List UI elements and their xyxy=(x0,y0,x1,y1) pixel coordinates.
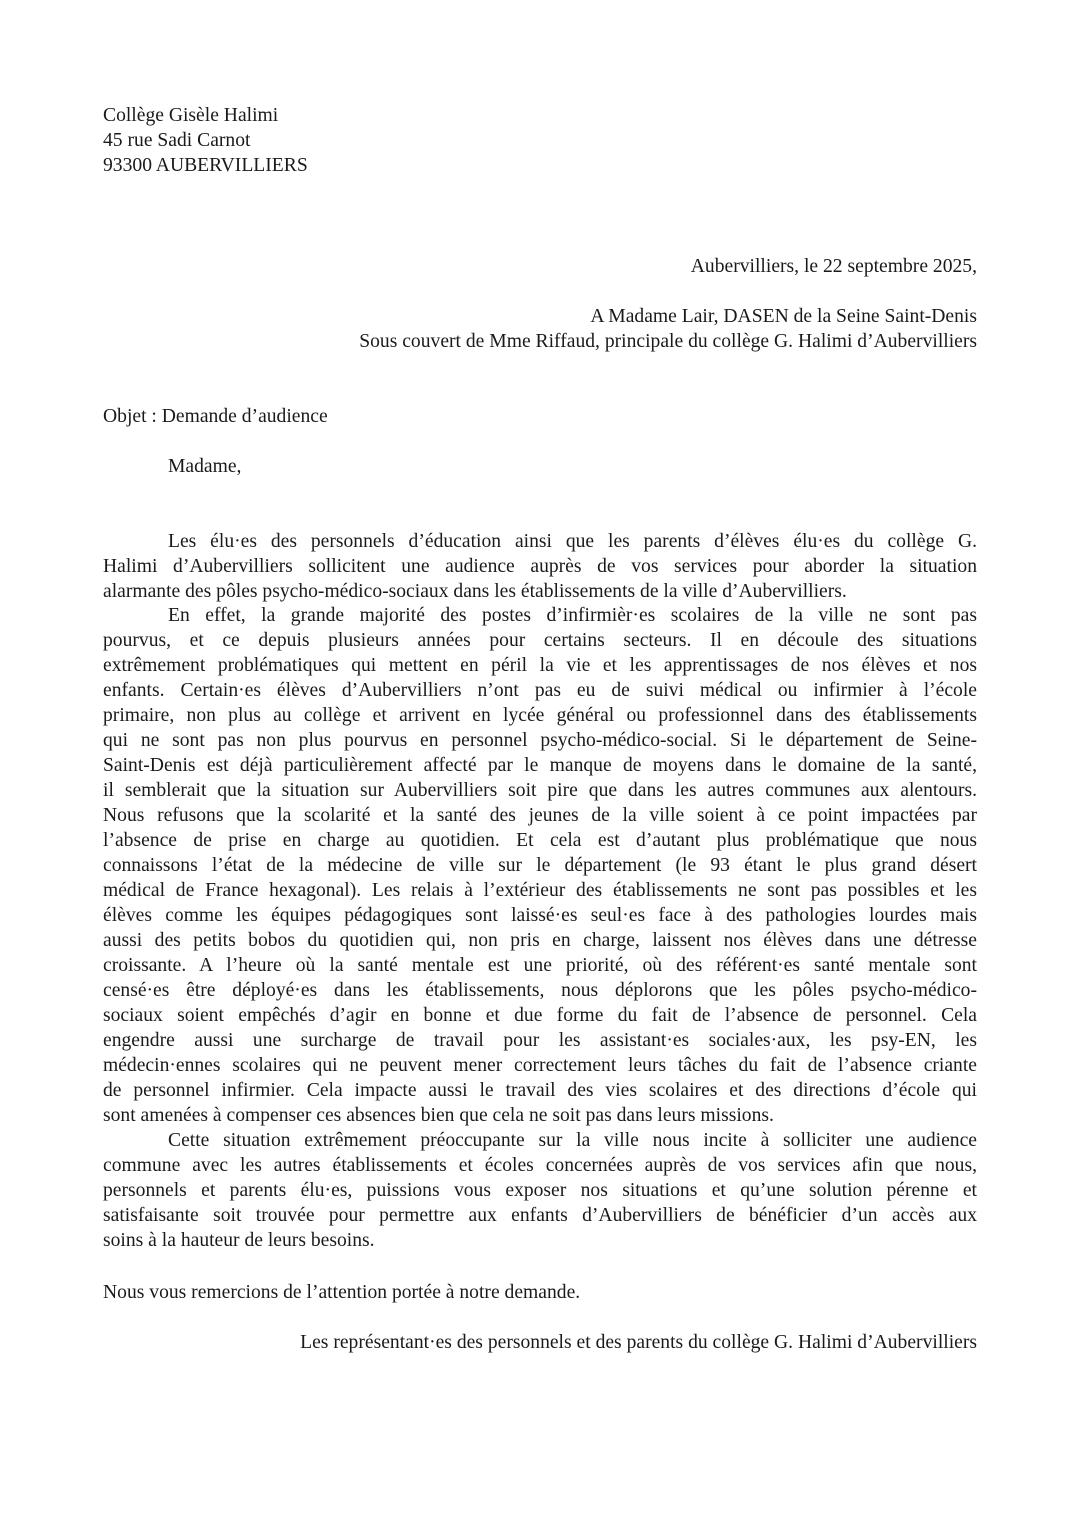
paragraph-line: Saint-Denis est déjà particulièrement affecté par le manque de moyens dans le domaine de la santé, xyxy=(103,755,977,776)
closing-line: Nous vous remercions de l’attention portée à notre demande. xyxy=(103,1282,581,1303)
paragraph-line: élèves comme les équipes pédagogiques sont laissé·es seul·es face à des pathologies lourdes mais xyxy=(103,905,977,926)
paragraph-line: sont amenées à compenser ces absences bien que cela ne soit pas dans leurs missions. xyxy=(103,1105,774,1126)
paragraph-line: extrêmement problématiques qui mettent en péril la vie et les apprentissages de nos élèves et nos xyxy=(103,655,977,676)
sender-street: 45 rue Sadi Carnot xyxy=(103,130,251,151)
paragraph-line: censé·es être déployé·es dans les établissements, nous déplorons que les pôles psycho-médico- xyxy=(103,980,977,1001)
sender-city: 93300 AUBERVILLIERS xyxy=(103,155,308,176)
paragraph-line: Les élu·es des personnels d’éducation ainsi que les parents d’élèves élu·es du collège G. xyxy=(168,531,977,552)
recipient-line-1: A Madame Lair, DASEN de la Seine Saint-Denis xyxy=(590,306,977,327)
paragraph-line: En effet, la grande majorité des postes d’infirmièr·es scolaires de la ville ne sont pas xyxy=(168,605,977,626)
paragraph-line: sociaux soient empêchés d’agir en bonne et due forme du fait de l’absence de personnel. Cela xyxy=(103,1005,977,1026)
paragraph-line: Cette situation extrêmement préoccupante sur la ville nous incite à solliciter une audience xyxy=(168,1130,977,1151)
paragraph-line: de personnel infirmier. Cela impacte aussi le travail des vies scolaires et des directions d’école qui xyxy=(103,1080,977,1101)
paragraph-line: connaissons l’état de la médecine de ville sur le département (le 93 étant le plus grand désert xyxy=(103,855,977,876)
recipient-line-2: Sous couvert de Mme Riffaud, principale du collège G. Halimi d’Aubervilliers xyxy=(359,331,977,352)
paragraph-line: médical de France hexagonal). Les relais à l’extérieur des établissements ne sont pas possibles et les xyxy=(103,880,977,901)
paragraph-line: il semblerait que la situation sur Aubervilliers soit pire que dans les autres communes aux alentours. xyxy=(103,780,977,801)
paragraph-line: engendre aussi une surcharge de travail pour les assistant·es sociales·aux, les psy-EN, les xyxy=(103,1030,977,1051)
paragraph-line: personnels et parents élu·es, puissions vous exposer nos situations et qu’une solution pérenne et xyxy=(103,1180,977,1201)
date-line: Aubervilliers, le 22 septembre 2025, xyxy=(690,256,977,277)
paragraph-line: qui ne sont pas non plus pourvus en personnel psycho-médico-social. Si le département de Seine- xyxy=(103,730,977,751)
sender-name: Collège Gisèle Halimi xyxy=(103,105,279,126)
paragraph-line: alarmante des pôles psycho-médico-sociaux dans les établissements de la ville d’Aubervilliers. xyxy=(103,581,847,602)
paragraph-line: Nous refusons que la scolarité et la santé des jeunes de la ville soient à ce point impactées par xyxy=(103,805,977,826)
salutation: Madame, xyxy=(168,456,242,477)
paragraph-line: soins à la hauteur de leurs besoins. xyxy=(103,1230,375,1251)
paragraph-line: enfants. Certain·es élèves d’Aubervilliers n’ont pas eu de suivi médical ou infirmier à l’école xyxy=(103,680,977,701)
subject-line: Objet : Demande d’audience xyxy=(103,406,328,427)
paragraph-line: satisfaisante soit trouvée pour permettre aux enfants d’Aubervilliers de bénéficier d’un accès aux xyxy=(103,1205,977,1226)
paragraph-line: croissante. A l’heure où la santé mentale est une priorité, où des référent·es santé mentale sont xyxy=(103,955,977,976)
paragraph-line: Halimi d’Aubervilliers sollicitent une audience auprès de vos services pour aborder la situation xyxy=(103,556,977,577)
paragraph-line: l’absence de prise en charge au quotidien. Et cela est d’autant plus problématique que nous xyxy=(103,830,977,851)
paragraph-line: primaire, non plus au collège et arrivent en lycée général ou professionnel dans des établissements xyxy=(103,705,977,726)
paragraph-line: pourvus, et ce depuis plusieurs années pour certains secteurs. Il en découle des situations xyxy=(103,630,977,651)
signature-line: Les représentant·es des personnels et des parents du collège G. Halimi d’Aubervilliers xyxy=(300,1332,977,1353)
paragraph-line: aussi des petits bobos du quotidien qui, non pris en charge, laissent nos élèves dans une détresse xyxy=(103,930,977,951)
paragraph-line: médecin·ennes scolaires qui ne peuvent mener correctement leurs tâches du fait de l’absence criante xyxy=(103,1055,977,1076)
paragraph-line: commune avec les autres établissements et écoles concernées auprès de vos services afin que nous, xyxy=(103,1155,977,1176)
